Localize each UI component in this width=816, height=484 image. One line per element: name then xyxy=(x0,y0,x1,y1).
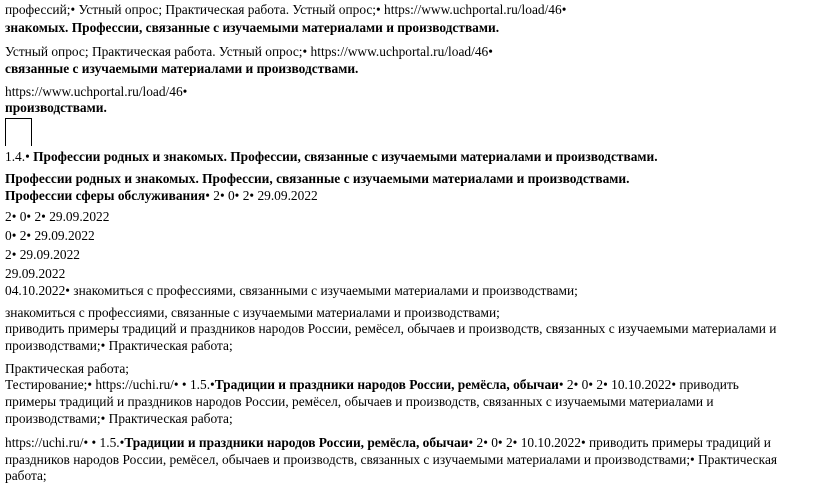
text-segment: https://uchi.ru/• • 1.5.• xyxy=(5,435,125,450)
text-line: производствами;• Практическая работа; xyxy=(5,338,233,353)
text-line: связанные с изучаемыми материалами и производствами. xyxy=(5,61,359,76)
text-line: 29.09.2022 xyxy=(5,266,66,281)
text-line: Устный опрос; Практическая работа. Устный опрос;• https://www.uchportal.ru/load/46• xyxy=(5,44,493,59)
text-line xyxy=(5,188,318,204)
text-line: 0• 2• 29.09.2022 xyxy=(5,228,95,243)
text-line: знакомых. Профессии, связанные с изучаемыми материалами и производствами. xyxy=(5,20,500,35)
text-line: 04.10.2022• знакомиться с профессиями, связанными с изучаемыми материалами и производствами; xyxy=(5,283,578,298)
text-line: знакомиться с профессиями, связанные с изучаемыми материалами и производствами; xyxy=(5,305,500,320)
text-line: праздников народов России, ремёсел, обычаев и производств, связанных с изучаемыми материалами и производствами;• Практическая xyxy=(5,452,778,467)
text-segment: • 2• 0• 2• 10.10.2022• приводить примеры традиций и xyxy=(468,435,771,450)
text-segment: Профессии родных и знакомых. Профессии, связанные с изучаемыми материалами и производствами. xyxy=(33,149,658,164)
text-segment: Тестирование;• https://uchi.ru/• • 1.5.• xyxy=(5,377,215,392)
text-segment: Традиции и праздники народов России, ремёсла, обычаи xyxy=(214,377,559,392)
text-line: производствами;• Практическая работа; xyxy=(5,411,233,426)
text-line: 2• 0• 2• 29.09.2022 xyxy=(5,209,110,224)
text-segment: • 2• 0• 2• 10.10.2022• приводить xyxy=(558,377,739,392)
text-segment: Традиции и праздники народов России, ремёсла, обычаи xyxy=(124,435,469,450)
text-segment: Профессии сферы обслуживания xyxy=(5,188,206,203)
empty-table-cell xyxy=(5,118,32,146)
text-segment: • 2• 0• 2• 29.09.2022 xyxy=(205,188,318,203)
text-line: работа; xyxy=(5,468,47,483)
text-line: производствами. xyxy=(5,100,107,115)
text-line: https://www.uchportal.ru/load/46• xyxy=(5,84,188,99)
text-line: примеры традиций и праздников народов России, ремёсел, обычаев и производств, связанных с изучаемыми материалами и xyxy=(5,394,714,409)
text-line: приводить примеры традиций и праздников народов России, ремёсел, обычаев и производств, связанных с изучаемыми материалами и xyxy=(5,321,777,336)
text-line: Профессии родных и знакомых. Профессии, связанные с изучаемыми материалами и производствами. xyxy=(5,171,630,186)
text-line: профессий;• Устный опрос; Практическая работа. Устный опрос;• https://www.uchportal.ru/load/46• xyxy=(5,2,567,17)
text-line xyxy=(5,149,658,165)
text-segment: 1.4.• xyxy=(5,149,34,164)
text-line: Практическая работа; xyxy=(5,361,130,376)
text-line xyxy=(5,377,739,393)
text-line: 2• 29.09.2022 xyxy=(5,247,80,262)
text-line xyxy=(5,435,771,451)
